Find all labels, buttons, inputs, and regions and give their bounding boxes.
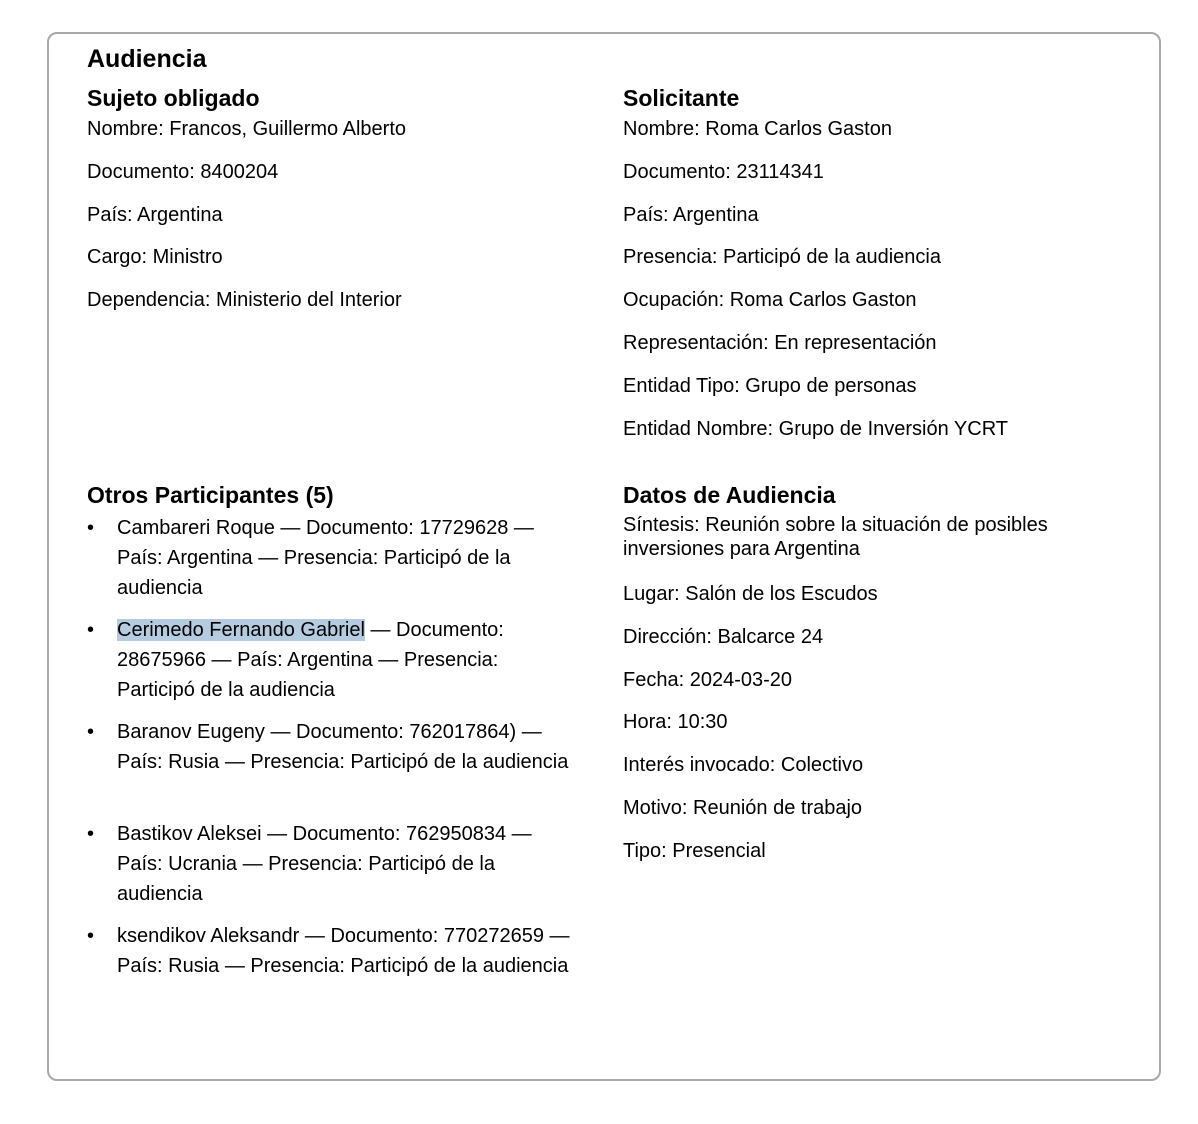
participante-item[interactable] bbox=[87, 819, 587, 909]
participante-text[interactable] bbox=[117, 615, 577, 705]
solicitante-nombre[interactable]: Nombre: Roma Carlos Gaston bbox=[623, 118, 892, 140]
sujeto-nombre[interactable]: Nombre: Francos, Guillermo Alberto bbox=[87, 118, 407, 140]
audiencia-card bbox=[47, 32, 1161, 1081]
sujeto-pais[interactable]: País: Argentina bbox=[87, 203, 223, 226]
datos-audiencia-heading: Datos de Audiencia bbox=[623, 482, 836, 508]
datos-direccion[interactable]: Dirección: Balcarce 24 bbox=[623, 625, 824, 648]
solicitante-ocupacion[interactable]: Ocupación: Roma Carlos Gaston bbox=[623, 289, 917, 312]
datos-audiencia-section bbox=[623, 479, 1123, 881]
otros-participantes-section bbox=[87, 479, 587, 1023]
datos-motivo[interactable]: Motivo: Reunión de trabajo bbox=[623, 796, 863, 819]
participante-name[interactable]: Baranov Eugeny bbox=[117, 721, 265, 743]
solicitante-section bbox=[623, 82, 1123, 458]
datos-hora[interactable]: Hora: 10:30 bbox=[623, 711, 728, 734]
solicitante-entidad-tipo[interactable]: Entidad Tipo: Grupo de personas bbox=[623, 374, 917, 397]
bullet: • bbox=[87, 721, 95, 743]
otros-participantes-heading: Otros Participantes (5) bbox=[87, 482, 334, 508]
datos-interes[interactable]: Interés invocado: Colectivo bbox=[623, 754, 864, 777]
participante-item[interactable] bbox=[87, 717, 587, 807]
participante-text[interactable] bbox=[117, 819, 577, 909]
participante-item[interactable] bbox=[87, 513, 587, 603]
participante-details[interactable]: — Documento: 762017864) — País: Rusia — Presencia: Participó de la audiencia bbox=[117, 721, 569, 773]
selected-participante-name[interactable]: Cerimedo Fernando Gabriel bbox=[117, 619, 365, 641]
sujeto-dependencia[interactable]: Dependencia: Ministerio del Interior bbox=[87, 289, 402, 312]
datos-sintesis[interactable]: Síntesis: Reunión sobre la situación de posibles inversiones para Argentina bbox=[623, 514, 1048, 560]
solicitante-documento[interactable]: Documento: 23114341 bbox=[623, 160, 824, 183]
participante-text[interactable] bbox=[117, 921, 577, 981]
participantes-list bbox=[87, 513, 587, 1011]
bullet: • bbox=[87, 619, 95, 641]
solicitante-heading: Solicitante bbox=[623, 85, 740, 111]
bullet: • bbox=[87, 925, 95, 947]
solicitante-presencia[interactable]: Presencia: Participó de la audiencia bbox=[623, 246, 941, 269]
participante-details[interactable]: — Documento: 770272659 — País: Rusia — Presencia: Participó de la audiencia bbox=[117, 925, 570, 977]
sujeto-obligado-section bbox=[87, 82, 587, 330]
participante-name[interactable]: ksendikov Aleksandr bbox=[117, 925, 300, 947]
participante-item[interactable] bbox=[87, 615, 587, 705]
datos-fecha[interactable]: Fecha: 2024-03-20 bbox=[623, 668, 793, 691]
participante-item[interactable] bbox=[87, 921, 587, 1011]
datos-tipo[interactable]: Tipo: Presencial bbox=[623, 839, 766, 862]
sujeto-cargo[interactable]: Cargo: Ministro bbox=[87, 246, 223, 269]
participante-text[interactable] bbox=[117, 717, 577, 777]
card-title: Audiencia bbox=[87, 45, 207, 73]
participante-details[interactable]: — Documento: 762950834 — País: Ucrania — Presencia: Participó de la audiencia bbox=[117, 823, 532, 905]
bullet: • bbox=[87, 823, 95, 845]
participante-text[interactable] bbox=[117, 513, 577, 603]
participante-name[interactable]: Cambareri Roque bbox=[117, 517, 275, 539]
solicitante-representacion[interactable]: Representación: En representación bbox=[623, 331, 937, 354]
participante-details[interactable]: — Documento: 17729628 — País: Argentina — Presencia: Participó de la audiencia bbox=[117, 517, 534, 599]
sujeto-documento[interactable]: Documento: 8400204 bbox=[87, 160, 279, 183]
sujeto-obligado-heading: Sujeto obligado bbox=[87, 85, 260, 111]
bullet: • bbox=[87, 517, 95, 539]
solicitante-entidad-nombre[interactable]: Entidad Nombre: Grupo de Inversión YCRT bbox=[623, 417, 1009, 440]
participante-name[interactable]: Bastikov Aleksei bbox=[117, 823, 262, 845]
participante-details[interactable]: — Documento: 28675966 — País: Argentina — Presencia: Participó de la audiencia bbox=[117, 619, 504, 701]
datos-lugar[interactable]: Lugar: Salón de los Escudos bbox=[623, 583, 878, 605]
solicitante-pais[interactable]: País: Argentina bbox=[623, 203, 759, 226]
